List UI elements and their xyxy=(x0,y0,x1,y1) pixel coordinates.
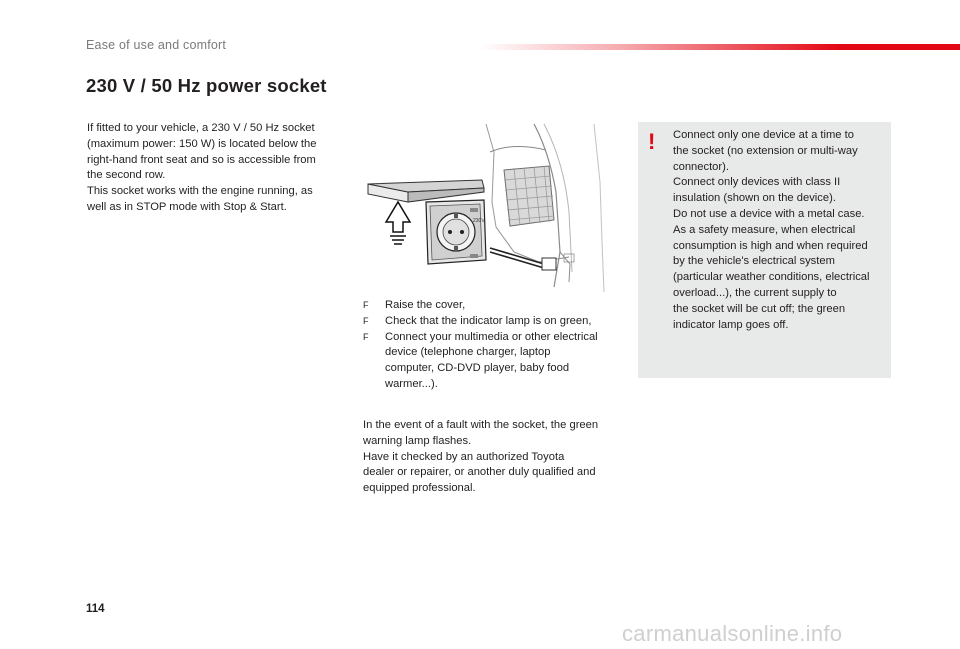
page-title: 230 V / 50 Hz power socket xyxy=(86,75,327,96)
fault-line: dealer or repairer, or another duly qualified and xyxy=(363,466,596,479)
bullet-icon: F xyxy=(363,331,369,342)
intro-line: This socket works with the engine running, as xyxy=(87,185,313,198)
instruction-line: Raise the cover, xyxy=(385,299,466,311)
arrow-up-icon xyxy=(386,202,410,244)
warning-text xyxy=(673,128,888,333)
instruction-item xyxy=(363,314,619,330)
header-accent-bar xyxy=(480,44,960,50)
warning-line: Connect only one device at a time to xyxy=(673,129,854,141)
socket-plate xyxy=(426,200,486,264)
warning-icon: ! xyxy=(648,129,656,154)
instruction-item xyxy=(363,330,619,393)
fault-line: warning lamp flashes. xyxy=(363,434,472,447)
intro-line: If fitted to your vehicle, a 230 V / 50 Hz socket xyxy=(87,122,315,134)
fault-line: Have it checked by an authorized Toyota xyxy=(363,450,565,463)
warning-line: the socket will be cut off; the green xyxy=(673,302,846,315)
fault-line: In the event of a fault with the socket, the green xyxy=(363,419,599,431)
intro-line: well as in STOP mode with Stop & Start. xyxy=(87,200,287,213)
socket-marking: 230V xyxy=(473,218,485,224)
instruction-list xyxy=(363,298,619,393)
seat-mesh-panel xyxy=(504,166,554,226)
instruction-line: Connect your multimedia or other electrical xyxy=(385,330,598,343)
intro-line: right-hand front seat and so is accessible from xyxy=(87,153,316,166)
warning-line: the socket (no extension or multi-way xyxy=(673,144,858,157)
page-number: 114 xyxy=(86,603,105,615)
fault-line: equipped professional. xyxy=(363,482,476,495)
instruction-line: Check that the indicator lamp is on green, xyxy=(385,314,592,327)
intro-line: the second row. xyxy=(87,169,166,182)
fault-paragraph xyxy=(363,418,619,497)
warning-line: by the vehicle's electrical system xyxy=(673,255,835,268)
power-socket-illustration xyxy=(364,122,612,294)
instruction-line: computer, CD-DVD player, baby food xyxy=(385,362,570,375)
intro-line: (maximum power: 150 W) is located below the xyxy=(87,137,317,150)
warning-line: As a safety measure, when electrical xyxy=(673,223,856,236)
intro-paragraph xyxy=(87,121,339,216)
bullet-icon: F xyxy=(363,300,369,310)
warning-line: insulation (shown on the device). xyxy=(673,192,836,205)
warning-line: connector). xyxy=(673,160,729,173)
warning-line: indicator lamp goes off. xyxy=(673,318,789,331)
warning-line: Do not use a device with a metal case. xyxy=(673,207,865,220)
warning-line: consumption is high and when required xyxy=(673,239,868,252)
warning-box xyxy=(638,122,891,378)
instruction-line: device (telephone charger, laptop xyxy=(385,346,551,359)
watermark: carmanualsonline.info xyxy=(622,621,843,646)
instruction-line: warmer...). xyxy=(385,377,438,390)
power-socket-drawing xyxy=(364,122,612,294)
warning-line: (particular weather conditions, electrical xyxy=(673,271,870,284)
warning-line: Connect only devices with class II xyxy=(673,176,841,189)
bullet-icon: F xyxy=(363,315,369,326)
section-header: Ease of use and comfort xyxy=(86,38,227,52)
warning-line: overload...), the current supply to xyxy=(673,286,837,299)
instruction-item xyxy=(363,298,619,314)
